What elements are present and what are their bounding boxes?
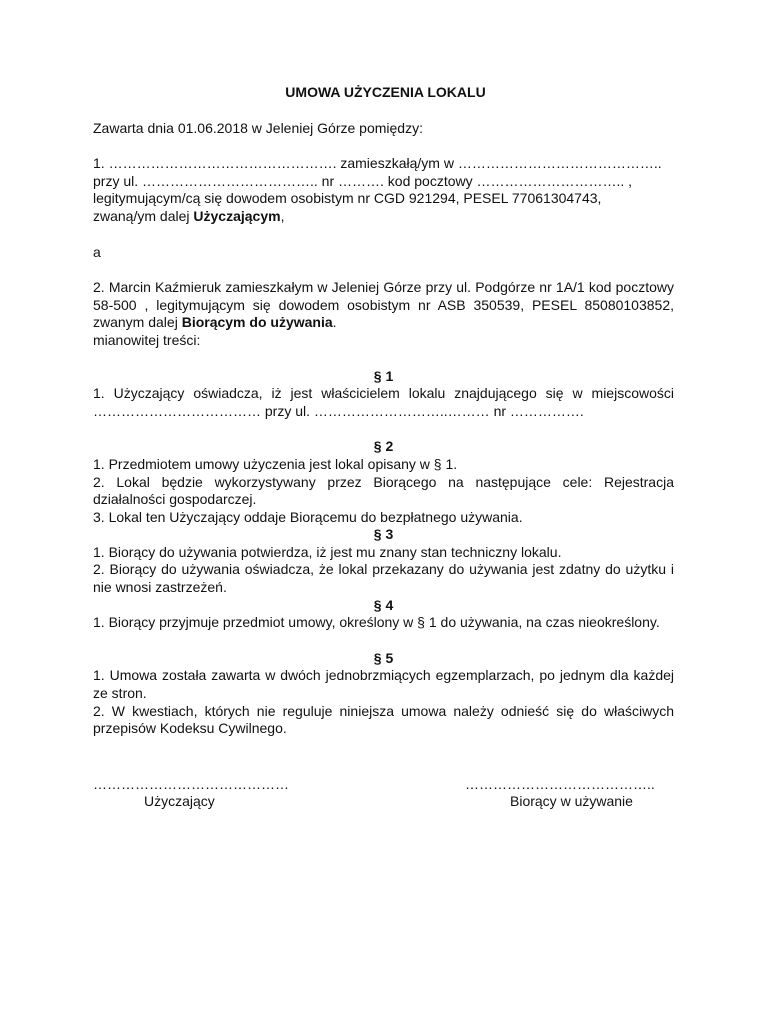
section-1-heading: § 1 — [373, 367, 394, 384]
borrower-signature-label: Biorący w używanie — [510, 793, 633, 809]
party-1-role-prefix: zwaną/ym dalej — [93, 207, 194, 224]
preamble-tail: mianowitej treści: — [93, 331, 201, 348]
section-3-item-1: 1. Biorący do używania potwierdza, iż jest mu znany stan techniczny lokalu. — [93, 543, 562, 560]
lender-signature-label: Użyczający — [144, 793, 215, 809]
section-5 — [93, 650, 674, 738]
section-1 — [93, 368, 674, 421]
section-1-item-1: 1. Użyczający oświadcza, iż jest właścicielem lokalu znajdującego się w miejscowości ……………………………… przy ul. ………………………..……… nr ……………. — [93, 385, 674, 419]
section-4-item-1: 1. Biorący przyjmuje przedmiot umowy, określony w § 1 do używania, na czas nieokreślony. — [93, 614, 660, 631]
section-2-item-3: 3. Lokal ten Użyczający oddaje Biorącemu do bezpłatnego używania. — [93, 508, 523, 525]
party-1-line-1: 1. …………………………………………. zamieszkałą/ym w …………………………………….. — [93, 155, 662, 172]
section-2 — [93, 438, 674, 526]
section-4-heading: § 4 — [373, 596, 394, 613]
section-4 — [93, 597, 674, 632]
signature-block — [0, 776, 768, 816]
document-title: UMOWA UŻYCZENIA LOKALU — [285, 84, 486, 100]
section-3 — [93, 526, 674, 596]
party-1-role: Użyczającym — [193, 207, 281, 224]
conjunction: a — [93, 243, 101, 260]
intro-line: Zawarta dnia 01.06.2018 w Jeleniej Górze pomiędzy: — [93, 119, 423, 136]
party-2-text — [93, 279, 674, 332]
borrower-signature-line: ………………………………….. — [465, 776, 655, 792]
section-2-item-2: 2. Lokal będzie wykorzystywany przez Biorącego na następujące cele: Rejestracja działalności gospodarczej. — [93, 473, 674, 508]
party-2-description: 2. Marcin Kaźmieruk zamieszkałym w Jeleniej Górze przy ul. Podgórze nr 1A/1 kod pocztowy 58-500 , legitymującym się dowodem osobistym nr ASB 350539, PESEL 85080103852, zwanym dalej — [93, 279, 674, 331]
party-2-role: Biorącym do używania — [181, 314, 333, 331]
party-1-line-3: legitymującym/cą się dowodem osobistym nr CGD 921294, PESEL 77061304743, — [93, 190, 602, 207]
party-2-role-suffix: . — [332, 314, 337, 331]
section-3-heading: § 3 — [373, 526, 394, 543]
party-2 — [93, 279, 674, 349]
lender-signature-line: …………………………………… — [93, 776, 289, 792]
contract-body — [93, 84, 674, 738]
section-5-heading: § 5 — [373, 649, 394, 666]
party-1 — [93, 155, 674, 225]
section-5-item-2: 2. W kwestiach, których nie reguluje niniejsza umowa należy odnieść się do właściwych przepisów Kodeksu Cywilnego. — [93, 702, 674, 737]
party-1-line-4 — [93, 208, 674, 226]
party-1-line-2: przy ul. ……………………………….. nr ………. kod pocztowy ………………………….. , — [93, 172, 633, 189]
section-3-item-2: 2. Biorący do używania oświadcza, że lokal przekazany do używania jest zdatny do użytku i nie wnosi zastrzeżeń. — [93, 561, 674, 596]
section-2-item-1: 1. Przedmiotem umowy użyczenia jest lokal opisany w § 1. — [93, 455, 458, 472]
section-5-item-1: 1. Umowa została zawarta w dwóch jednobrzmiących egzemplarzach, po jednym dla każdej ze stron. — [93, 667, 674, 702]
section-2-heading: § 2 — [373, 438, 394, 455]
party-1-role-suffix: , — [280, 207, 285, 224]
